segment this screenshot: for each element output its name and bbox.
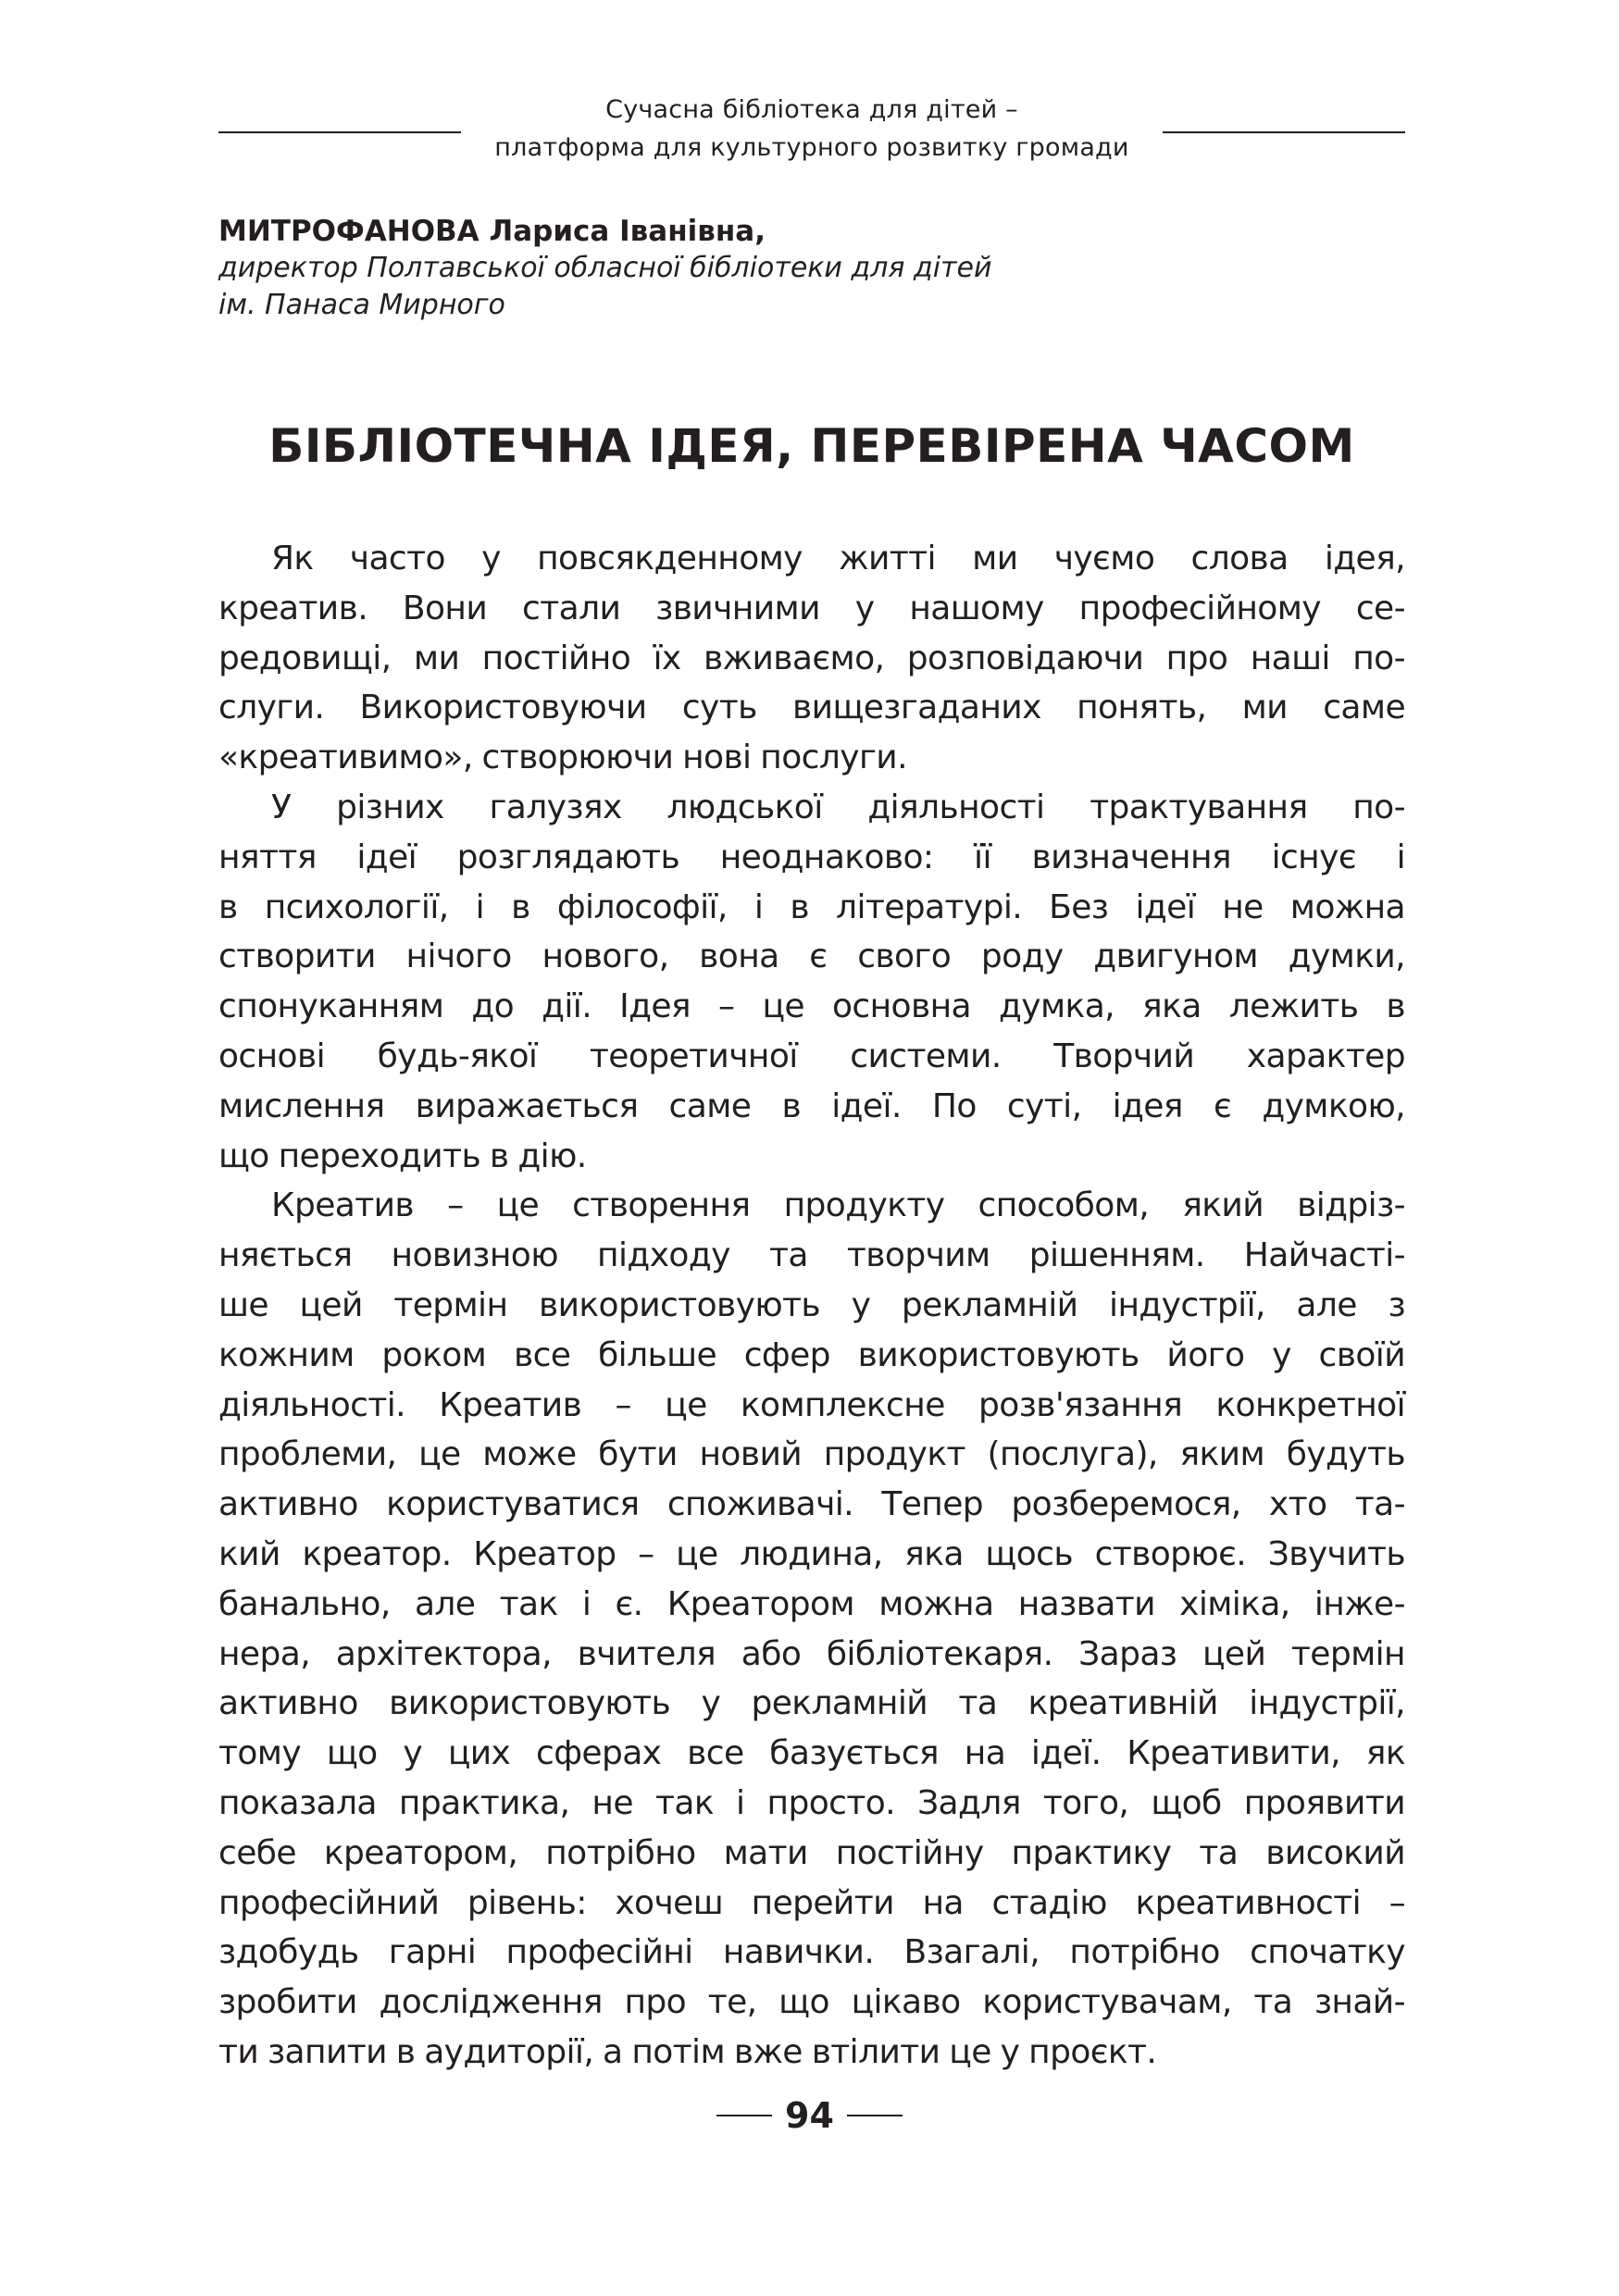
text-line: активно користуватися споживачі. Тепер розберемося, хто та- [218, 1485, 1405, 1524]
text-line: проблеми, це може бути новий продукт (послуга), яким будуть [218, 1435, 1405, 1474]
paragraph [218, 783, 1405, 1181]
text-line: здобудь гарні професійні навички. Взагалі, потрібно спочатку [218, 1933, 1405, 1972]
text-line: «креативимо», створюючи нові послуги. [218, 738, 907, 777]
author-block [218, 213, 1405, 324]
page-footer [0, 2095, 1619, 2136]
author-position-line-2: ім. Панаса Мирного [218, 289, 505, 321]
text-line: в психології, і в філософії, і в літературі. Без ідеї не можна [218, 887, 1405, 926]
text-line: активно використовують у рекламній та креативній індустрії, [218, 1684, 1405, 1723]
text-line: зробити дослідження про те, що цікаво користувачам, та знай- [218, 1983, 1405, 2022]
header-text [461, 91, 1163, 167]
folio-dash-right [847, 2115, 903, 2116]
text-line: няється новизною підходу та творчим рішенням. Найчасті- [218, 1236, 1405, 1275]
folio-dash-left [716, 2115, 772, 2116]
text-line: редовищі, ми постійно їх вживаємо, розповідаючи про наші по- [218, 639, 1405, 677]
header-line-1: Сучасна бібліотека для дітей – [605, 95, 1018, 124]
text-line: кожним роком все більше сфер використовують його у своїй [218, 1335, 1405, 1374]
text-line: спонуканням до дії. Ідея – це основна думка, яка лежить в [218, 987, 1405, 1026]
text-line: тому що у цих сферах все базується на ідеї. Креативити, як [218, 1734, 1405, 1773]
header-line-2: платформа для культурного розвитку громади [494, 133, 1129, 162]
header-rule-right [1163, 131, 1405, 133]
header-rule-left [218, 131, 461, 133]
text-line: мислення виражається саме в ідеї. По суті, ідея є думкою, [218, 1086, 1405, 1125]
paragraph [218, 534, 1405, 783]
page-number: 94 [785, 2095, 834, 2136]
text-line: ти запити в аудиторії, а потім вже втілити це у проєкт. [218, 2032, 1157, 2071]
text-line: Як часто у повсякденному житті ми чуємо слова ідея, [271, 540, 1405, 577]
paragraph [218, 1181, 1405, 2077]
text-line: нера, архітектора, вчителя або бібліотекаря. Зараз цей термін [218, 1634, 1405, 1673]
text-line: слуги. Використовуючи суть вищезгаданих понять, ми саме [218, 689, 1405, 727]
text-line: ше цей термін використовують у рекламній індустрії, але з [218, 1285, 1405, 1324]
article-title: БІБЛІОТЕЧНА ІДЕЯ, ПЕРЕВІРЕНА ЧАСОМ [268, 419, 1355, 473]
author-position-line-1: директор Полтавської обласної бібліотеки для дітей [218, 252, 992, 284]
text-line: показала практика, не так і просто. Задля того, щоб проявити [218, 1783, 1405, 1822]
author-name: МИТРОФАНОВА Лариса Іванівна, [218, 215, 766, 248]
text-line: професійний рівень: хочеш перейти на стадію креативності – [218, 1883, 1405, 1922]
text-line: банально, але так і є. Креатором можна назвати хіміка, інже- [218, 1584, 1405, 1623]
text-line: У різних галузях людської діяльності трактування по- [271, 788, 1405, 826]
text-line: основі будь-якої теоретичної системи. Творчий характер [218, 1036, 1405, 1075]
article-body [218, 534, 1405, 2078]
text-line: креатив. Вони стали звичними у нашому професійному се- [218, 589, 1405, 627]
text-line: себе креатором, потрібно мати постійну практику та високий [218, 1833, 1405, 1872]
text-line: створити нічого нового, вона є свого роду двигуном думки, [218, 937, 1405, 976]
running-header [218, 91, 1405, 168]
text-line: діяльності. Креатив – це комплексне розв'язання конкретної [218, 1385, 1405, 1424]
text-line: що переходить в дію. [218, 1136, 587, 1175]
text-line: Креатив – це створення продукту способом, який відріз- [271, 1186, 1405, 1225]
text-line: кий креатор. Креатор – це людина, яка щось створює. Звучить [218, 1534, 1405, 1573]
text-line: няття ідеї розглядають неоднаково: її визначення існує і [218, 838, 1405, 876]
